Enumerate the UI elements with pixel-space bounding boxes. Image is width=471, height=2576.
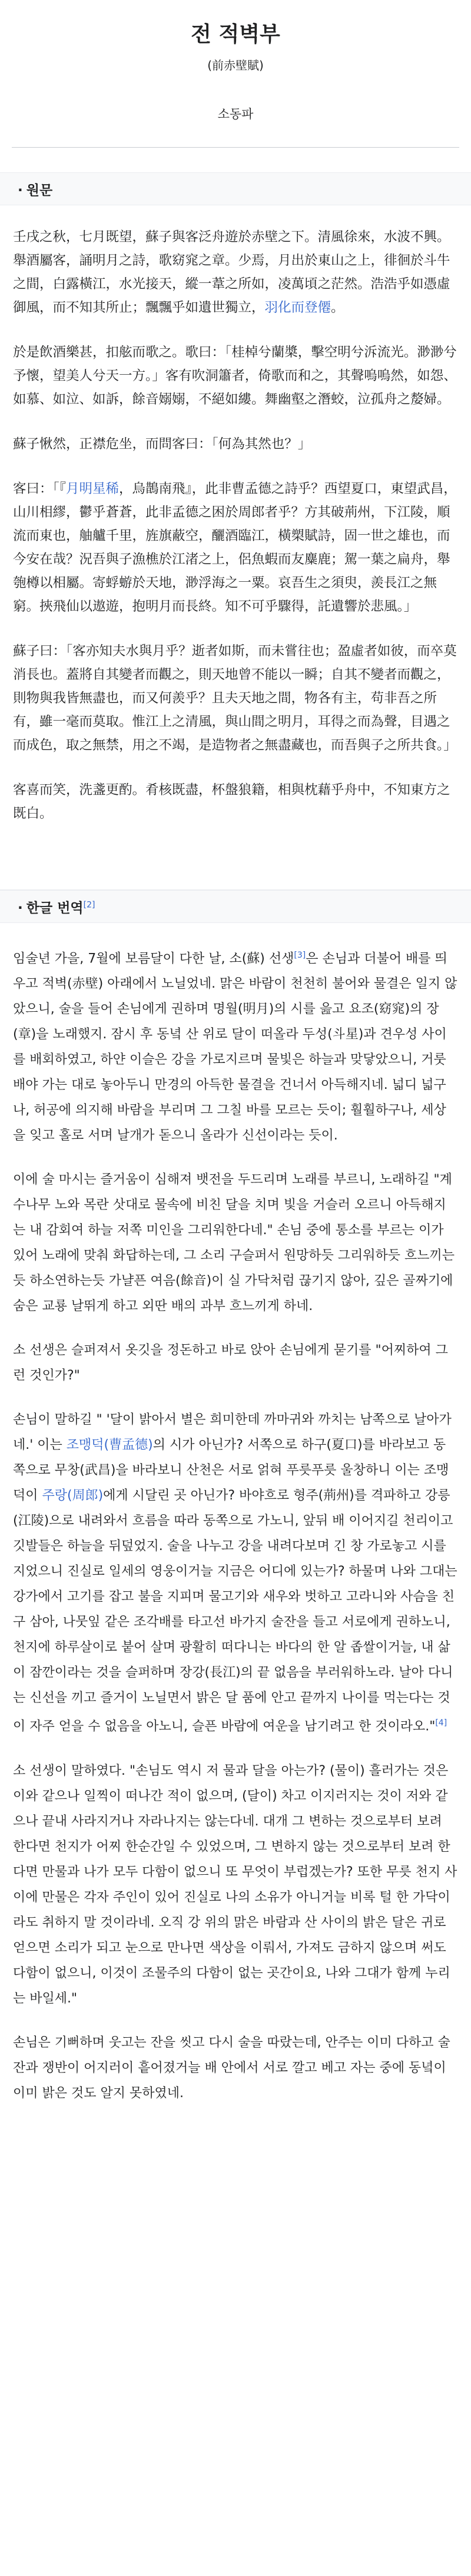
author-name: 소동파	[217, 107, 254, 121]
translation-paragraph-1	[13, 943, 458, 1148]
page-title: 전 적벽부	[191, 22, 280, 46]
paragraph-text: 客曰：「『	[13, 481, 67, 496]
heading-bullet: ·	[18, 182, 23, 198]
footnote-ref[interactable]: [4]	[435, 1718, 447, 1728]
paragraph-text: ，烏鵲南飛』，此非曹孟德之詩乎？西望夏口，東望武昌，山川相繆，鬱乎蒼蒼，此非孟德之困於周郎者乎？方其破荊州，下江陵，順流而東也，舳艫千里，旌旗蔽空，釃酒臨江，橫槊賦詩，固一世之雄也，而今安在哉？況吾與子漁樵於江渚之上，侶魚蝦而友麋鹿；駕一葉之扁舟，舉匏樽以相屬。寄蜉蝣於天地，渺浮海之一粟。哀吾生之須臾，羨長江之無窮。挾飛仙以遨遊，抱明月而長終。知不可乎驟得，託遺響於悲風。」	[13, 481, 457, 614]
translation-paragraph-6: 손님은 기뻐하며 웃고는 잔을 씻고 다시 술을 따랐는데, 안주는 이미 다하고 술잔과 쟁반이 어지러이 흩어졌거늘 배 안에서 서로 깔고 베고 자는 중에 동녘이 이미 밝은 것도 알지 못하였네.	[13, 2035, 450, 2101]
translation-paragraph-3: 소 선생은 슬퍼져서 옷깃을 정돈하고 바로 앉아 손님에게 묻기를 "어찌하여 그런 것인가?"	[13, 1343, 448, 1384]
original-paragraph-4	[13, 477, 458, 618]
document-header	[0, 0, 471, 122]
section-heading-original	[9, 179, 52, 199]
link-zhou-lang[interactable]: 주랑(周郎)	[42, 1488, 104, 1504]
original-paragraph-5: 蘇子曰：「客亦知夫水與月乎？逝者如斯，而未嘗往也；盈虛者如彼，而卒莫消長也。蓋將自其變者而觀之，則天地曾不能以一瞬；自其不變者而觀之，則物與我皆無盡也，而又何羨乎？且夫天地之間，物各有主，苟非吾之所有，雖一毫而莫取。惟江上之清風，與山間之明月，耳得之而為聲，目遇之而成色，取之無禁，用之不竭，是造物者之無盡藏也，而吾與子之所共食。」	[13, 644, 457, 753]
paragraph-text: 의 시가 아닌가? 서쪽으로 하구(夏口)를 바라보고 동쪽으로 무창(武昌)을 바라보니 산천은 서로 얽혀 푸릇푸릇 울창하니 이는 조맹덕이	[13, 1438, 449, 1504]
section-heading-translation	[9, 897, 95, 917]
heading-text: 한글 번역	[26, 900, 84, 916]
paragraph-text: 임술년 가을, 7월에 보름달이 다한 날, 소(蘇) 선생	[13, 951, 294, 967]
link-wolmyeong[interactable]: 月明星稀	[66, 481, 120, 496]
paragraph-text: 은 손님과 더불어 배를 띄우고 적벽(赤壁) 아래에서 노닐었네. 맑은 바람이 천천히 불어와 물결은 일지 않았으니, 술을 들어 손님에게 권하며 명월(明月)의 시를 읊고 요조(窈窕)의 장(章)을 노래했지. 잠시 후 동녘 산 위로 달이 떠올라 두성(斗星)과 견우성 사이를 배회하였고, 하얀 이슬은 강을 가로지르며 물빛은 하늘과 맞닿았으니, 거룻배야 가는 대로 놓아두니 만경의 아득한 물결을 건너서 아득해지네. 넓디 넓구나, 허공에 의지해 바람을 부리며 그 그칠 바를 모르는 듯이; 훨훨하구나, 세상을 잊고 홀로 서며 날개가 돋으니 올라가 신선이라는 듯이.	[13, 951, 457, 1144]
paragraph-text: 。	[331, 300, 344, 315]
heading-text: 원문	[26, 182, 53, 198]
footnote-ref[interactable]: [3]	[294, 951, 306, 960]
link-yuhwa[interactable]: 羽化而登僊	[264, 300, 331, 315]
section-original	[0, 172, 471, 890]
header-divider	[12, 147, 459, 148]
translation-paragraph-5: 소 선생이 말하였다. "손님도 역시 저 물과 달을 아는가? (물이) 흘러가는 것은 이와 같으나 일찍이 떠나간 적이 없으며, (달이) 차고 이지러지는 것이 저와 같으나 끝내 사라지거나 자라나지는 않는다네. 대개 그 변하는 것으로부터 보려 한다면 천지가 어찌 한순간일 수 있었으며, 그 변하지 않는 것으로부터 보려 한다면 만물과 나가 모두 다함이 없으니 또 무엇이 부럽겠는가? 또한 무릇 천지 사이에 만물은 각자 주인이 있어 진실로 나의 소유가 아니거늘 비록 털 한 가닥이라도 취하지 말 것이라네. 오직 강 위의 맑은 바람과 산 사이의 밝은 달은 귀로 얻으면 소리가 되고 눈으로 만나면 색상을 이뤄서, 가져도 금하지 않으며 써도 다함이 없으니, 이것이 조물주의 다함이 없는 곳간이요, 나와 그대가 함께 누리는 바일세."	[13, 1763, 457, 2006]
original-paragraph-1	[13, 225, 458, 319]
footnote-ref[interactable]: [2]	[83, 899, 95, 909]
paragraph-text: 에게 시달린 곳 아닌가? 바야흐로 형주(荊州)를 격파하고 강릉(江陵)으로 내려와서 흐름을 따라 동쪽으로 가노니, 앞뒤 배 이어지길 천리이고 깃발들은 하늘을 뒤덮었지. 술을 나누고 강을 내려다보며 긴 창 가로놓고 시를 지었으니 진실로 일세의 영웅이거늘 지금은 어디에 있는가? 하물며 나와 그대는 강가에서 고기를 잡고 불을 지피며 물고기와 새우와 벗하고 고라니와 사슴을 친구 삼아, 나뭇잎 같은 조각배를 타고선 바가지 술잔을 들고 서로에게 권하노니, 천지에 하루살이로 붙어 살며 광활히 떠다니는 바다의 한 알 좁쌀이거늘, 내 삶이 잠깐이라는 것을 슬퍼하며 장강(長江)의 끝 없음을 부러워하노라. 날아 다니는 신선을 끼고 즐거이 노닐면서 밝은 달 품에 안고 끝까지 나이를 먹는다는 것이 자주 얻을 수 없음을 아노니, 슬픈 바람에 여운을 남기려고 한 것이라오."	[13, 1488, 457, 1734]
original-paragraph-3: 蘇子愀然，正襟危坐，而問客曰：「何為其然也？」	[13, 436, 311, 452]
section-divider	[0, 847, 471, 890]
page-subtitle: (前赤壁賦)	[207, 58, 264, 72]
original-paragraph-6: 客喜而笑，洗盞更酌。肴核既盡，杯盤狼籍，相與枕藉乎舟中，不知東方之既白。	[13, 782, 450, 821]
paragraph-text: 손님이 말하길 " '달이 밝아서 별은 희미한데 까마귀와 까치는 남쪽으로 날아가네.' 이는	[13, 1412, 452, 1453]
original-paragraph-2: 於是飲酒樂甚，扣舷而歌之。歌曰：「桂棹兮蘭槳，擊空明兮泝流光。渺渺兮予懷，望美人兮天一方。」客有吹洞簫者，倚歌而和之，其聲嗚嗚然，如怨、如慕、如泣、如訴，餘音嫋嫋，不絕如縷。舞幽壑之潛蛟，泣孤舟之嫠婦。	[13, 345, 457, 407]
paragraph-text: 壬戌之秋，七月既望，蘇子與客泛舟遊於赤壁之下。清風徐來，水波不興。舉酒屬客，誦明月之詩，歌窈窕之章。少焉，月出於東山之上，徘徊於斗牛之間，白露橫江，水光接天，縱一葦之所如，凌萬頃之茫然。浩浩乎如憑虛御風，而不知其所止；飄飄乎如遺世獨立，	[13, 229, 450, 315]
translation-paragraph-4	[13, 1407, 458, 1739]
section-heading-box	[0, 890, 471, 923]
link-cao-mengde[interactable]: 조맹덕(曹孟德)	[66, 1438, 153, 1453]
heading-bullet: ·	[18, 900, 23, 916]
section-heading-box	[0, 172, 471, 205]
section-translation	[0, 890, 471, 2106]
translation-paragraph-2: 이에 술 마시는 즐거움이 심해져 뱃전을 두드리며 노래를 부르니, 노래하길 "계수나무 노와 목란 삿대로 물속에 비친 달을 치며 빛을 거슬러 오르니 아득해지는 내 감회여 하늘 저쪽 미인을 그리워한다네." 손님 중에 통소를 부르는 이가 있어 노래에 맞춰 화답하는데, 그 소리 구슬퍼서 원망하듯 그리워하듯 흐느끼는 듯 하소연하는듯 가냘픈 여음(餘音)이 실 가닥처럼 끊기지 않아, 깊은 골짜기에 숨은 교룡 날뛰게 하고 외딴 배의 과부 흐느끼게 하네.	[13, 1172, 455, 1314]
